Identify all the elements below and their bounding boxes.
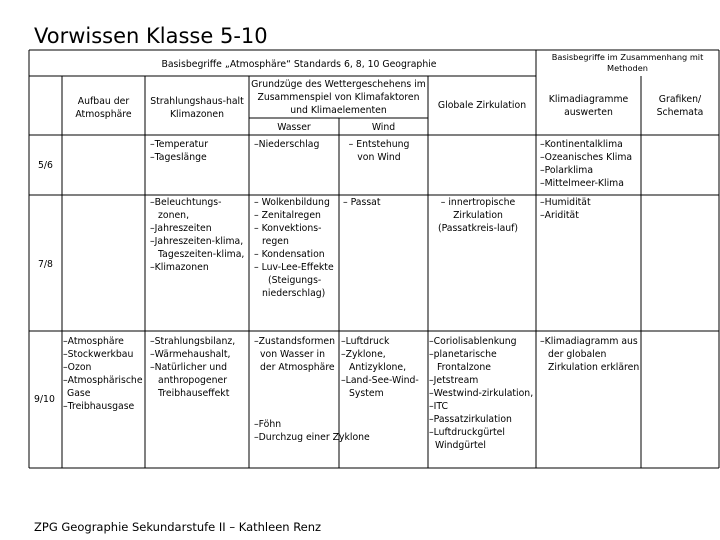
header-wetter-line: Zusammenspiel von Klimafaktoren bbox=[257, 92, 420, 103]
r910-zirkulation bbox=[429, 335, 533, 452]
list-item: – Kondensation bbox=[254, 249, 325, 260]
list-item: –Kontinentalklima bbox=[540, 139, 623, 150]
list-item: –planetarische bbox=[429, 349, 497, 360]
list-item: –Atmosphäre bbox=[63, 336, 124, 347]
list-item: Windgürtel bbox=[435, 440, 486, 451]
header-klimadiagramme bbox=[536, 93, 641, 119]
r910-methoden bbox=[540, 335, 639, 374]
list-item: –Durchzug einer Zyklone bbox=[254, 432, 370, 443]
list-item: –Mittelmeer-Klima bbox=[540, 178, 624, 189]
list-item: –Klimadiagramm aus bbox=[540, 336, 638, 347]
list-item: –Polarklima bbox=[540, 165, 594, 176]
r56-wasser bbox=[254, 138, 319, 151]
list-item: –Treibhausgase bbox=[63, 401, 135, 412]
list-item: –Zustandsformen bbox=[254, 336, 336, 347]
footer-credit: ZPG Geographie Sekundarstufe II – Kathleen Renz bbox=[34, 520, 322, 534]
list-item: Treibhauseffekt bbox=[158, 388, 230, 399]
list-item: –Aridität bbox=[540, 210, 579, 221]
list-item: niederschlag) bbox=[262, 288, 326, 299]
list-item: –Atmosphärische bbox=[63, 375, 143, 386]
header-aufbau bbox=[62, 95, 145, 121]
row-label-9-10 bbox=[34, 393, 55, 406]
list-item: von Wasser in bbox=[260, 349, 325, 360]
header-wetter bbox=[249, 78, 428, 117]
header-strahlung-line: Klimazonen bbox=[169, 109, 225, 120]
list-item: –Jahreszeiten-klima, bbox=[150, 236, 244, 247]
list-item: –Föhn bbox=[254, 419, 282, 430]
list-item: Gase bbox=[67, 388, 91, 399]
list-item: System bbox=[349, 388, 384, 399]
list-item: –Klimazonen bbox=[150, 262, 209, 273]
header-wetter-line: Grundzüge des Wettergeschehens im bbox=[251, 79, 426, 90]
r78-wind bbox=[343, 196, 381, 209]
header-wasser-text: Wasser bbox=[277, 122, 311, 133]
header-wind-text: Wind bbox=[371, 122, 396, 133]
list-item: –Humidität bbox=[540, 197, 591, 208]
header-strahlung bbox=[145, 95, 249, 121]
header-methods-line: Methoden bbox=[607, 63, 648, 73]
list-item: –Strahlungsbilanz, bbox=[150, 336, 236, 347]
header-methods-line: Basisbegriffe im Zusammenhang mit bbox=[551, 52, 704, 62]
list-item: –Passatzirkulation bbox=[429, 414, 512, 425]
header-wasser bbox=[249, 121, 339, 134]
list-item: – Passat bbox=[343, 197, 381, 208]
list-item: anthropogener bbox=[158, 375, 228, 386]
r910-strahlung bbox=[150, 335, 235, 400]
list-item: Zirkulation erklären bbox=[548, 362, 640, 373]
list-item: –Jetstream bbox=[429, 375, 479, 386]
header-strahlung-line: Strahlungshaus-halt bbox=[150, 96, 244, 107]
r56-methoden bbox=[540, 138, 632, 190]
list-item: –Jahreszeiten bbox=[150, 223, 212, 234]
r910-wasser bbox=[254, 335, 335, 374]
header-klimadiagramme-line: Klimadiagramme bbox=[548, 94, 629, 105]
list-item: regen bbox=[262, 236, 289, 247]
list-item: –Natürlicher und bbox=[150, 362, 228, 373]
list-item: –Ozeanisches Klima bbox=[540, 152, 633, 163]
list-item: der Atmosphäre bbox=[260, 362, 335, 373]
list-item: –Coriolisablenkung bbox=[429, 336, 517, 347]
list-item: –Luftdruckgürtel bbox=[429, 427, 505, 438]
row-label-5-6 bbox=[38, 159, 53, 172]
header-zirkulation-text: Globale Zirkulation bbox=[437, 100, 527, 111]
list-item: (Passatkreis-lauf) bbox=[437, 223, 519, 234]
list-item: –Niederschlag bbox=[254, 139, 320, 150]
list-item: Antizyklone, bbox=[349, 362, 407, 373]
header-zirkulation bbox=[428, 99, 536, 112]
list-item: zonen, bbox=[158, 210, 190, 221]
header-methods bbox=[536, 52, 719, 74]
r56-strahlung bbox=[150, 138, 208, 164]
list-item: – innertropische bbox=[440, 197, 516, 208]
list-item: der globalen bbox=[548, 349, 607, 360]
row-label-text: 9/10 bbox=[34, 394, 55, 405]
list-item: – Wolkenbildung bbox=[254, 197, 330, 208]
list-item: – Zenitalregen bbox=[254, 210, 321, 221]
list-item: (Steigungs- bbox=[268, 275, 322, 286]
header-grafiken-line: Schemata bbox=[656, 107, 704, 118]
r78-methoden bbox=[540, 196, 591, 222]
list-item: – Konvektions- bbox=[254, 223, 322, 234]
list-item: –Wärmehaushalt, bbox=[150, 349, 231, 360]
list-item: – Entstehung bbox=[348, 139, 410, 150]
header-klimadiagramme-line: auswerten bbox=[564, 107, 613, 118]
list-item: von Wind bbox=[357, 152, 401, 163]
row-label-text: 7/8 bbox=[38, 259, 53, 270]
list-item: –Ozon bbox=[63, 362, 92, 373]
list-item: –Temperatur bbox=[150, 139, 209, 150]
list-item: –Tageslänge bbox=[150, 152, 207, 163]
list-item: –Beleuchtungs- bbox=[150, 197, 222, 208]
r56-wind bbox=[339, 138, 419, 164]
header-aufbau-line: Atmosphäre bbox=[75, 109, 132, 120]
header-wind bbox=[339, 121, 428, 134]
list-item: Tageszeiten-klima, bbox=[158, 249, 245, 260]
header-wetter-line: und Klimaelementen bbox=[290, 105, 387, 116]
row-label-7-8 bbox=[38, 258, 53, 271]
list-item: Frontalzone bbox=[437, 362, 491, 373]
page-title: Vorwissen Klasse 5-10 bbox=[34, 24, 268, 48]
r78-wasser bbox=[254, 196, 334, 300]
list-item: – Luv-Lee-Effekte bbox=[254, 262, 334, 273]
list-item: –Land-See-Wind- bbox=[341, 375, 419, 386]
header-main bbox=[62, 58, 536, 71]
header-grafiken bbox=[641, 93, 719, 119]
r910-wind bbox=[341, 335, 419, 400]
header-main-text: Basisbegriffe „Atmosphäre“ Standards 6, 8, 10 Geographie bbox=[161, 59, 437, 70]
list-item: –Stockwerkbau bbox=[63, 349, 134, 360]
header-aufbau-line: Aufbau der bbox=[77, 96, 130, 107]
r78-zirkulation bbox=[428, 196, 528, 235]
list-item: –ITC bbox=[429, 401, 449, 412]
r78-strahlung bbox=[150, 196, 244, 274]
r910-aufbau bbox=[63, 335, 143, 413]
list-item: Zirkulation bbox=[453, 210, 503, 221]
header-grafiken-line: Grafiken/ bbox=[658, 94, 702, 105]
list-item: –Luftdruck bbox=[341, 336, 390, 347]
list-item: –Zyklone, bbox=[341, 349, 386, 360]
list-item: –Westwind-zirkulation, bbox=[429, 388, 534, 399]
r910-wasser-2 bbox=[254, 418, 370, 444]
row-label-text: 5/6 bbox=[38, 160, 53, 171]
